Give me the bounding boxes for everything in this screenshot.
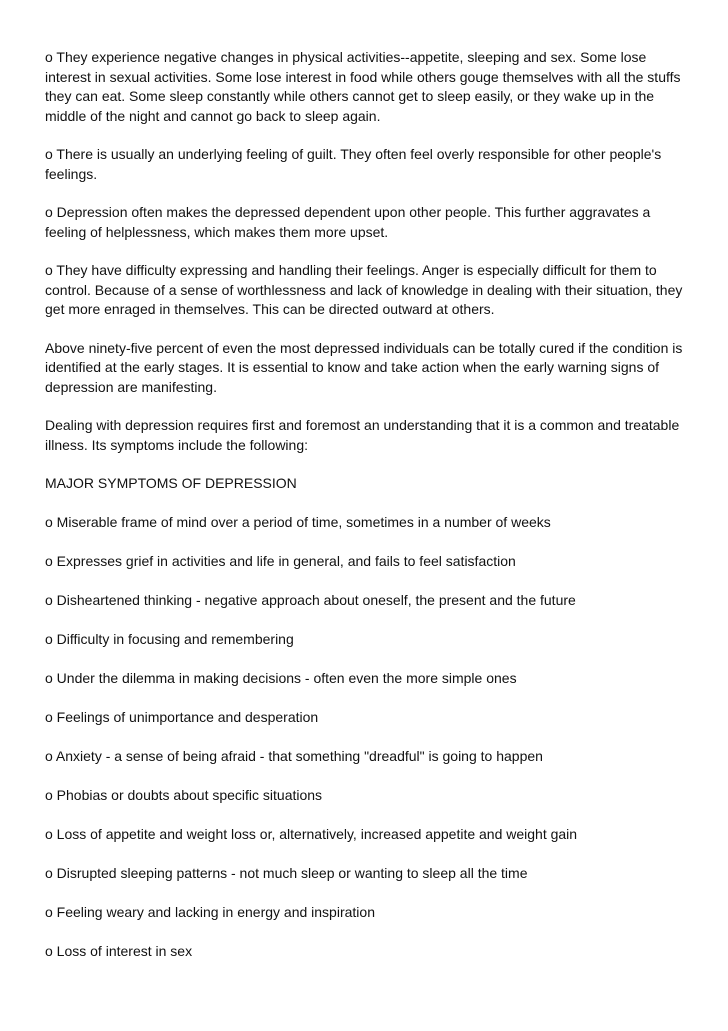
symptom-item: o Disheartened thinking - negative approach about oneself, the present and the future [45,592,576,608]
symptom-item: o Phobias or doubts about specific situations [45,787,323,803]
section-heading: MAJOR SYMPTOMS OF DEPRESSION [45,475,297,491]
symptom-item: o Difficulty in focusing and remembering [45,631,294,647]
paragraph-dependence: o Depression often makes the depressed dependent upon other people. This further aggravates a feeling of helplessness, which makes them more upset. [45,204,651,240]
paragraph-feelings: o They have difficulty expressing and handling their feelings. Anger is especially difficult for them to control. Because of a sense of worthlessness and lack of knowledge in dealing with their situation, they get more enraged in themselves. This can be directed outward at others. [45,262,683,317]
symptom-item: o Expresses grief in activities and life in general, and fails to feel satisfaction [45,553,516,569]
symptom-item: o Feelings of unimportance and desperation [45,709,319,725]
symptom-item: o Loss of interest in sex [45,943,193,959]
symptom-item: o Loss of appetite and weight loss or, alternatively, increased appetite and weight gain [45,826,578,842]
document-body [45,48,695,981]
paragraph-cure-rate: Above ninety-five percent of even the most depressed individuals can be totally cured if the condition is identified at the early stages. It is essential to know and take action when the early warning signs of depression are manifesting. [45,339,683,395]
symptom-item: o Anxiety - a sense of being afraid - that something "dreadful" is going to happen [45,748,543,764]
symptom-item: o Feeling weary and lacking in energy and inspiration [45,904,375,920]
paragraph-guilt: o There is usually an underlying feeling of guilt. They often feel overly responsible for other people's feelings. [45,146,662,182]
paragraph-dealing: Dealing with depression requires first and foremost an understanding that it is a common and treatable illness. Its symptoms include the following: [45,417,680,453]
symptom-item: o Miserable frame of mind over a period of time, sometimes in a number of weeks [45,514,551,530]
symptom-item: o Under the dilemma in making decisions - often even the more simple ones [45,670,517,686]
paragraph-physical-changes: o They experience negative changes in physical activities--appetite, sleeping and sex. Some lose interest in sexual activities. Some lose interest in food while others gouge themselves with all the stuffs they can eat. Some sleep constantly while others cannot get to sleep easily, or they wake up in the middle of the night and cannot go back to sleep again. [45,49,681,124]
symptom-item: o Disrupted sleeping patterns - not much sleep or wanting to sleep all the time [45,865,528,881]
